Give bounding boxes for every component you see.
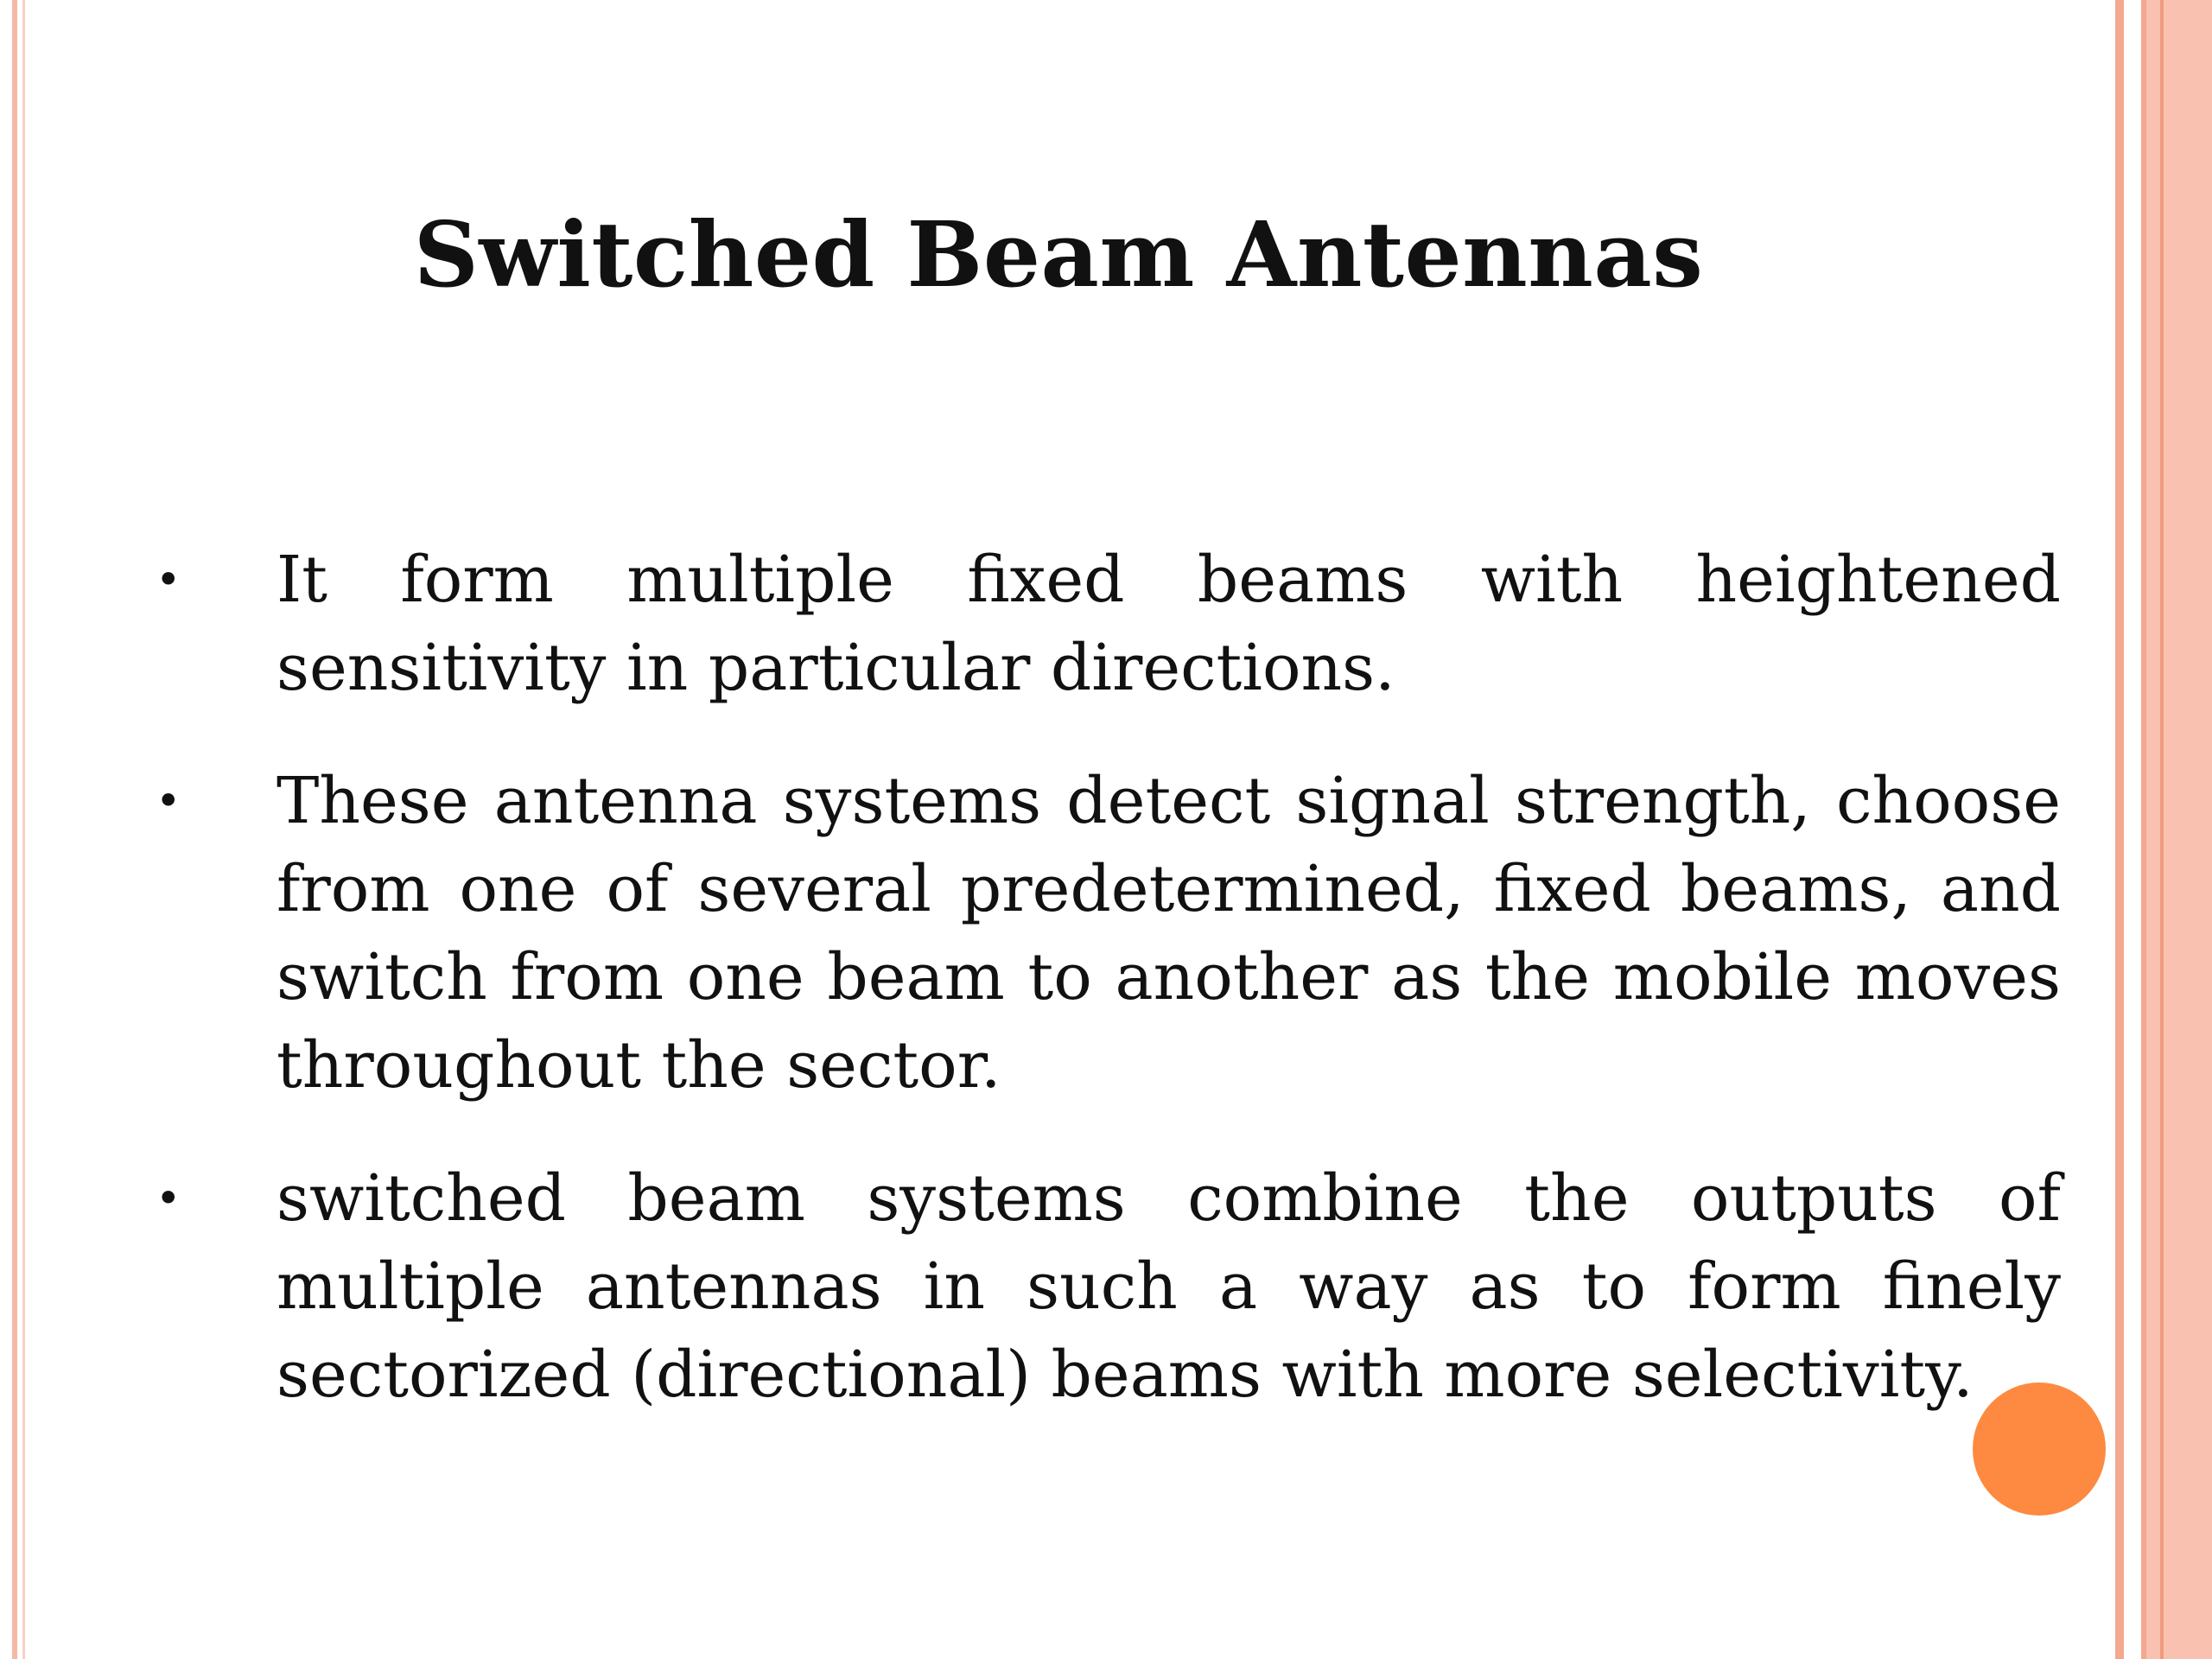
bullet-text: It form multiple fixed beams with heightened sensitivity in particular directions. bbox=[276, 543, 2061, 705]
bullet-text: switched beam systems combine the outputs of multiple antennas in such a way as to form finely sectorized (directional) beams with more selectivity. bbox=[276, 1161, 2061, 1412]
bullet-item bbox=[156, 757, 2061, 1109]
bullet-icon: • bbox=[156, 776, 181, 826]
decorative-circle-icon bbox=[1973, 1382, 2106, 1516]
left-border-line bbox=[12, 0, 17, 1659]
right-border-line bbox=[2115, 0, 2124, 1659]
right-border-line bbox=[2160, 0, 2164, 1659]
left-border-line-thin bbox=[22, 0, 25, 1659]
right-border-line bbox=[2141, 0, 2146, 1659]
slide-title: Switched Beam Antennas bbox=[413, 201, 1704, 308]
bullet-item bbox=[156, 536, 2061, 712]
right-border-gap bbox=[2124, 0, 2141, 1659]
bullet-text: These antenna systems detect signal strength, choose from one of several predetermined, fixed beams, and switch from one beam to another as the mobile moves throughout the sector. bbox=[276, 764, 2061, 1103]
bullet-item bbox=[156, 1154, 2061, 1419]
bullet-icon: • bbox=[156, 555, 181, 605]
bullet-icon: • bbox=[156, 1173, 181, 1224]
bullet-list bbox=[156, 536, 2061, 1464]
